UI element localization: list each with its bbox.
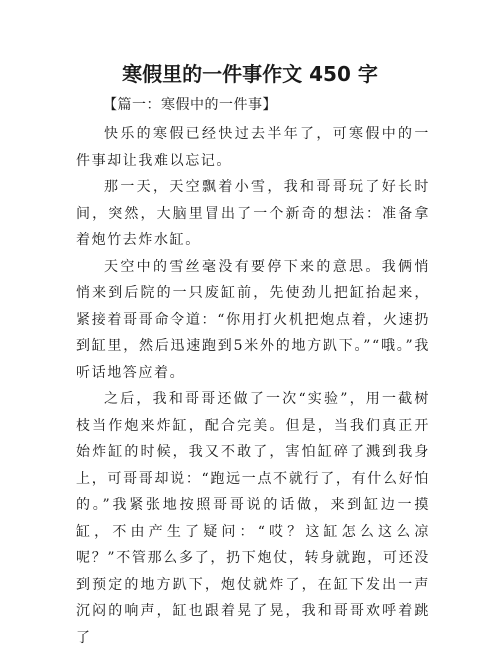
paragraph-1: 快乐的寒假已经快过去半年了，可寒假中的一件事却让我难以忘记。 [76, 126, 430, 169]
paragraph-2: 那一天，天空飘着小雪，我和哥哥玩了好长时间，突然，大脑里冒出了一个新奇的想法：准备拿着炮竹去炸水缸。 [76, 179, 430, 248]
document-body [76, 121, 430, 651]
paragraph-4: 之后，我和哥哥还做了一次“实验”，用一截树枝当作炮来炸缸，配合完美。但是，当我们真正开始炸缸的时候，我又不敢了，害怕缸碎了溅到我身上，可哥哥却说：“跑远一点不就行了，有什么好怕的。”我紧张地按照哥哥说的话做，来到缸边一摸缸，不由产生了疑问：“哎？这缸怎么这么凉呢？”不管那么多了，扔下炮仗，转身就跑，可还没到预定的地方趴下，炮仗就炸了，在缸下发出一声沉闷的响声，缸也跟着晃了晃，我和哥哥欢呼着跳了 [76, 391, 430, 646]
document-title: 寒假里的一件事作文 450 字 [122, 62, 378, 86]
section-heading: 【篇一：寒假中的一件事】 [103, 97, 277, 113]
paragraph-3: 天空中的雪丝毫没有要停下来的意思。我俩悄悄来到后院的一只废缸前，先使劲儿把缸抬起来，紧接着哥哥命令道：“你用打火机把炮点着，火速扔到缸里，然后迅速跑到5米外的地方趴下。”“哦。”我听话地答应着。 [76, 258, 430, 381]
